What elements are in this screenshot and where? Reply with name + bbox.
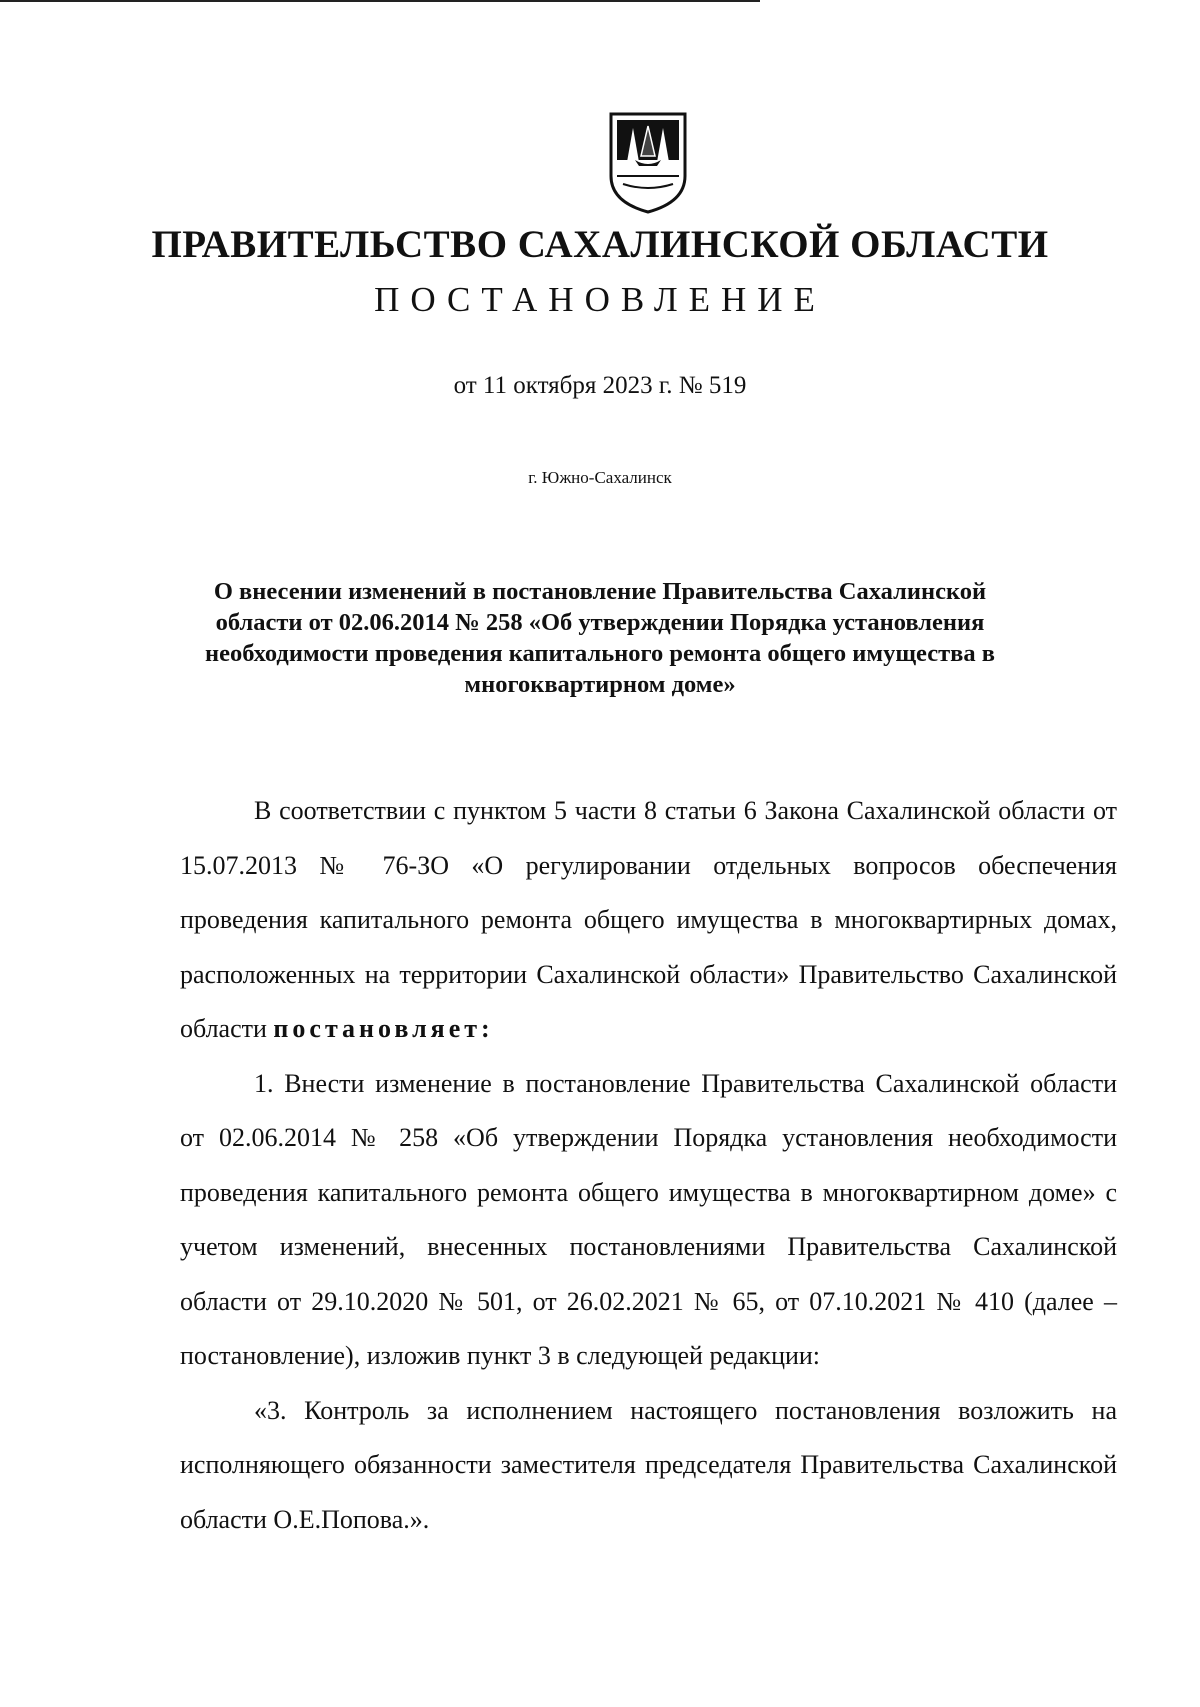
- item-1-quote-paragraph: «3. Контроль за исполнением настоящего постановления возложить на исполняющего обязанности заместителя председателя Правительства Сахалинской области О.Е.Попова.».: [180, 1395, 1117, 1534]
- preamble-text: В соответствии с пунктом 5 части 8 статьи 6 Закона Сахалинской области от 15.07.2013 № 76-ЗО «О регулировании отдельных вопросов обеспечения проведения капитального ремонта общего имущества в многоквартирных домах, расположенных на территории Сахалинской области» Правительство Сахалинской области: [180, 796, 1117, 1043]
- sakhalin-coat-of-arms-icon: [605, 110, 691, 214]
- document-type: ПОСТАНОВЛЕНИЕ: [374, 280, 826, 319]
- item-1-paragraph: 1. Внести изменение в постановление Правительства Сахалинской области от 02.06.2014 № 258 «Об утверждении Порядка установления необходимости проведения капитального ремонта общего имущества в многоквартирном доме» с учетом изменений, внесенных постановлениями Правительства Сахалинской области от 29.10.2020 № 501, от 26.02.2021 № 65, от 07.10.2021 № 410 (далее – постановление), изложив пункт 3 в следующей редакции:: [180, 1068, 1117, 1370]
- document-body: [180, 784, 1117, 1547]
- issuer-title: ПРАВИТЕЛЬСТВО САХАЛИНСКОЙ ОБЛАСТИ: [151, 223, 1049, 266]
- document-date-number: от 11 октября 2023 г. № 519: [453, 372, 747, 399]
- scan-top-edge: [0, 0, 760, 2]
- document-city: г. Южно-Сахалинск: [528, 468, 672, 487]
- preamble-paragraph: [180, 784, 1117, 1057]
- document-subject: О внесении изменений в постановление Правительства Сахалинской области от 02.06.2014 № 258 «Об утверждении Порядка установления необходимости проведения капитального ремонта общего имущества в многоквартирном доме»: [205, 578, 995, 698]
- resolves-word: постановляет:: [273, 1014, 494, 1043]
